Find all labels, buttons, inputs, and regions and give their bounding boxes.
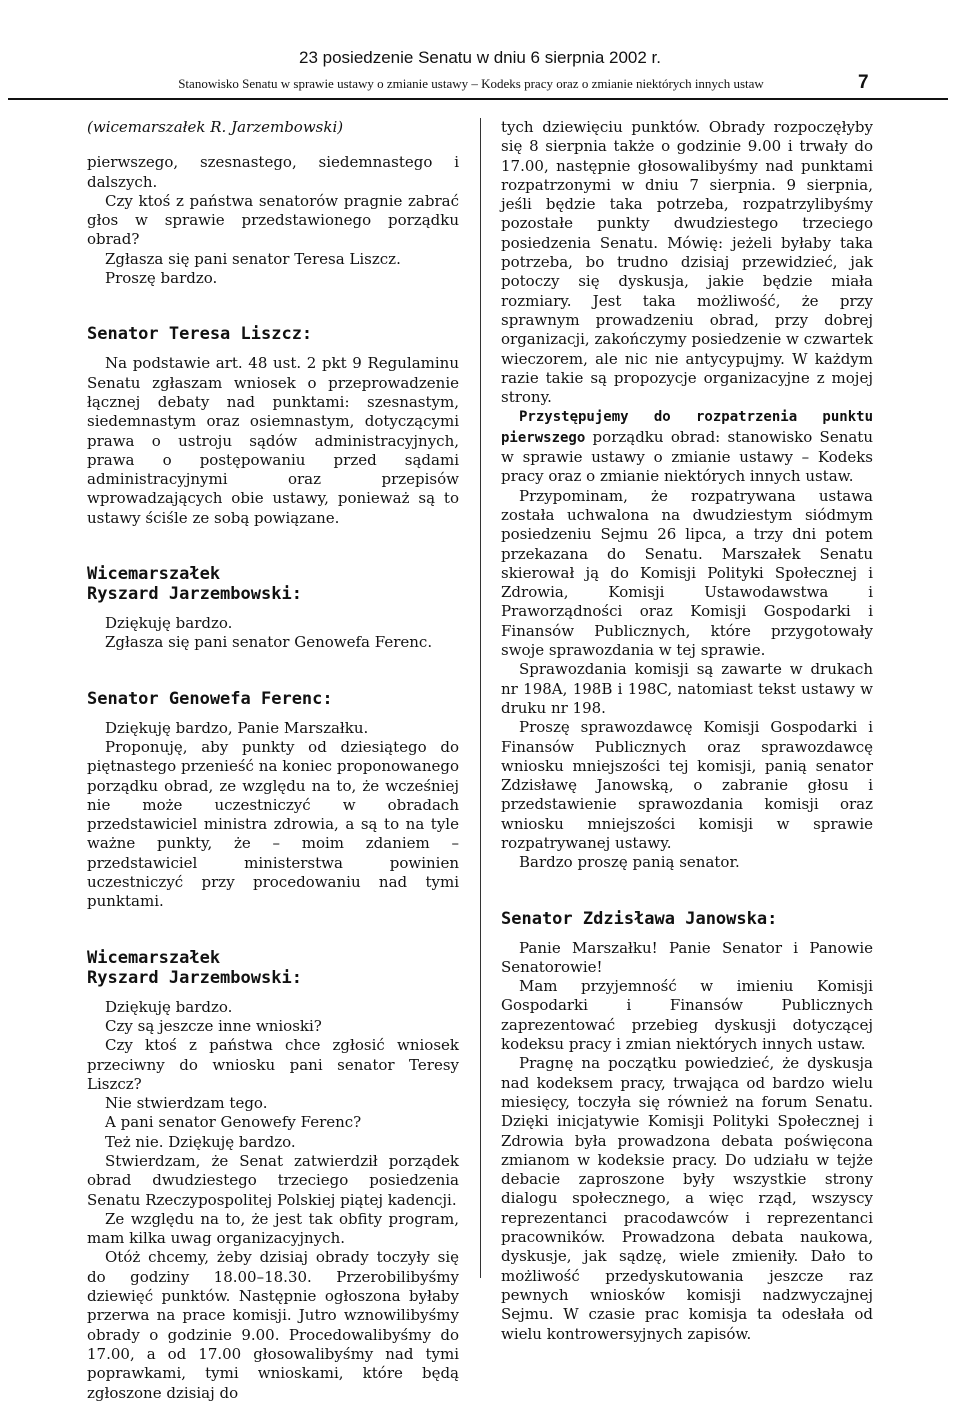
paragraph: Stwierdzam, że Senat zatwierdził porządek obrad dwudziestego trzeciego posiedzenia Senatu Rzeczypospolitej Polskiej piątej kadencji. xyxy=(87,1151,459,1209)
paragraph: Mam przyjemność w imieniu Komisji Gospodarki i Finansów Publicznych zaprezentować przebieg dyskusji dotyczącej kodeksu pracy i zmian niektórych innych ustaw. xyxy=(501,977,873,1054)
speaker-heading-line: Wicemarszałek xyxy=(87,564,221,585)
paragraph: Czy są jeszcze inne wnioski? xyxy=(105,1016,322,1035)
speaker-heading: Senator Zdzisława Janowska: xyxy=(501,908,778,929)
header-title: 23 posiedzenie Senatu w dniu 6 sierpnia 2002 r. xyxy=(299,48,661,67)
paragraph: Proponuję, aby punkty od dziesiątego do piętnastego przenieść na koniec proponowanego porządku obrad, ze względu na to, że wcześniej nie może uczestniczyć w obradach przedstawiciel ministra zdrowia, a są to na tyle ważne punkty, że – moim zdaniem – przedstawiciel ministerstwa powinien uczestniczyć przy procedowaniu nad tymi punktami. xyxy=(87,737,459,911)
paragraph-continuation: porządku obrad: stanowisko Senatu w sprawie ustawy o zmianie ustawy – Kodeks pracy oraz o zmianie niektórych innych ustaw. xyxy=(501,427,873,486)
paragraph: Bardzo proszę panią senator. xyxy=(519,853,740,872)
paragraph: Ze względu na to, że jest tak obfity program, mam kilka uwag organizacyjnych. xyxy=(87,1209,459,1248)
paragraph: Dziękuję bardzo. xyxy=(105,614,233,633)
paragraph: Czy ktoś z państwa chce zgłosić wniosek przeciwny do wniosku pani senator Teresy Liszcz? xyxy=(87,1036,459,1093)
paragraph: A pani senator Genowefy Ferenc? xyxy=(105,1113,362,1132)
speaker-heading xyxy=(87,564,459,604)
header-subtitle: Stanowisko Senatu w sprawie ustawy o zmianie ustawy – Kodeks pracy oraz o zmianie niektórych innych ustaw xyxy=(178,76,764,91)
left-column xyxy=(87,118,459,1403)
speaker-note: (wicemarszałek R. Jarzembowski) xyxy=(87,118,344,136)
paragraph: Otóż chcemy, żeby dzisiaj obrady toczyły się do godziny 18.00–18.30. Przerobilibyśmy dziewięć punktów. Następnie ogłoszona byłaby przerwa na prace komisji. Jutro wznowilibyśmy obrady o godzinie 9.00. Procedowalibyśmy do 17.00, a od 17.00 głosowalibyśmy nad tymi poprawkami, tymi wnioskami, które będą zgłoszone dzisiaj do xyxy=(87,1248,459,1402)
paragraph: Przypominam, że rozpatrywana ustawa została uchwalona na dwudziestym siódmym posiedzeniu Sejmu 26 lipca, a trzy dni potem przekazana do Senatu. Marszałek Senatu skierował ją do Komisji Polityki Społecznej i Zdrowia, Komisji Ustawodawstwa i Praworządności oraz Komisji Gospodarki i Finansów Publicznych, które przygotowały swoje sprawozdania w tej sprawie. xyxy=(501,486,873,660)
speaker-heading xyxy=(87,948,459,988)
paragraph: Zgłasza się pani senator Genowefa Ferenc. xyxy=(105,633,433,652)
paragraph: Na podstawie art. 48 ust. 2 pkt 9 Regulaminu Senatu zgłaszam wniosek o przeprowadzenie łącznej debaty nad punktami: szesnastym, siedemnastym oraz osiemnastym, dotyczącymi prawa o ustroju sądów administracyjnych, prawa o postępowaniu przed sądami administracyjnymi oraz przepisów wprowadzających obie ustawy, ponieważ są to ustawy ściśle ze sobą powiązane. xyxy=(87,354,459,527)
paragraph: Nie stwierdzam tego. xyxy=(105,1094,268,1113)
paragraph: Sprawozdania komisji są zawarte w drukach nr 198A, 198B i 198C, natomiast tekst ustawy w druku nr 198. xyxy=(501,660,873,717)
speaker-heading-line: Ryszard Jarzembowski: xyxy=(87,584,302,605)
paragraph: Dziękuję bardzo. xyxy=(105,997,233,1016)
agenda-item-bold: Przystępujemy do rozpatrzenia punktu pierwszego xyxy=(501,409,873,446)
paragraph: Proszę sprawozdawcę Komisji Gospodarki i Finansów Publicznych oraz sprawozdawcę wniosku mniejszości tej komisji, panią senator Zdzisławę Janowską, o zabranie głosu i przedstawienie sprawozdania komisji oraz wniosku mniejszości komisji w sprawie rozpatrywanej ustawy. xyxy=(501,718,873,852)
speaker-heading-line: Wicemarszałek xyxy=(87,947,221,968)
paragraph: Też nie. Dziękuję bardzo. xyxy=(105,1132,296,1151)
page-number: 7 xyxy=(858,72,869,93)
right-column xyxy=(501,118,873,1344)
paragraph: Panie Marszałku! Panie Senator i Panowie Senatorowie! xyxy=(501,938,873,976)
speaker-heading-line: Ryszard Jarzembowski: xyxy=(87,967,302,988)
paragraph: pierwszego, szesnastego, siedemnastego i dalszych. xyxy=(87,153,459,191)
header-rule xyxy=(8,98,948,100)
column-divider xyxy=(480,118,481,1278)
paragraph xyxy=(501,407,873,486)
paragraph: Zgłasza się pani senator Teresa Liszcz. xyxy=(105,249,401,268)
paragraph: Proszę bardzo. xyxy=(105,269,218,288)
paragraph: tych dziewięciu punktów. Obrady rozpoczęłyby się 8 sierpnia także o godzinie 9.00 i trwały do 17.00, następnie głosowalibyśmy nad punktami rozpatrzonymi w dniu 7 sierpnia. 9 sierpnia, jeśli będzie taka potrzeba, rozpatrzylibyśmy pozostałe punkty dwudziestego trzeciego posiedzenia Senatu. Mówię: jeżeli byłaby taka potrzeba, bo trudno dzisiaj przewidzieć, jak potoczy się dyskusja, jakie będzie miała rozmiary. Jest taka możliwość, że przy sprawnym prowadzeniu obrad, przy dobrej organizacji, zakończymy posiedzenie w czwartek wieczorem, ale nic nie antycypujmy. W każdym razie takie są propozycje organizacyjne z mojej strony. xyxy=(501,118,873,407)
paragraph: Dziękuję bardzo, Panie Marszałku. xyxy=(105,718,369,737)
paragraph: Pragnę na początku powiedzieć, że dyskusja nad kodeksem pracy, trwająca od bardzo wielu miesięcy, toczyła się również na forum Senatu. Dzięki inicjatywie Komisji Polityki Społecznej i Zdrowia była prowadzona debata poświęcona zmianom w kodeksie pracy. Do udziału w tejże debacie zaproszone były wszystkie strony dialogu społecznego, a więc rząd, wszyscy reprezentanci pracodawców i reprezentanci pracowników. Prowadzona debata naukowa, dyskusje, jak sądzę, wiele zmieniły. Dało to możliwość przedyskutowania jeszcze raz pewnych wniosków komisji nadzwyczajnej Sejmu. W czasie prac komisja ta odesłała od wielu kontrowersyjnych zapisów. xyxy=(501,1054,873,1343)
paragraph: Czy ktoś z państwa senatorów pragnie zabrać głos w sprawie przedstawionego porządku obrad? xyxy=(87,191,459,249)
speaker-heading: Senator Genowefa Ferenc: xyxy=(87,688,333,709)
speaker-heading: Senator Teresa Liszcz: xyxy=(87,324,313,345)
